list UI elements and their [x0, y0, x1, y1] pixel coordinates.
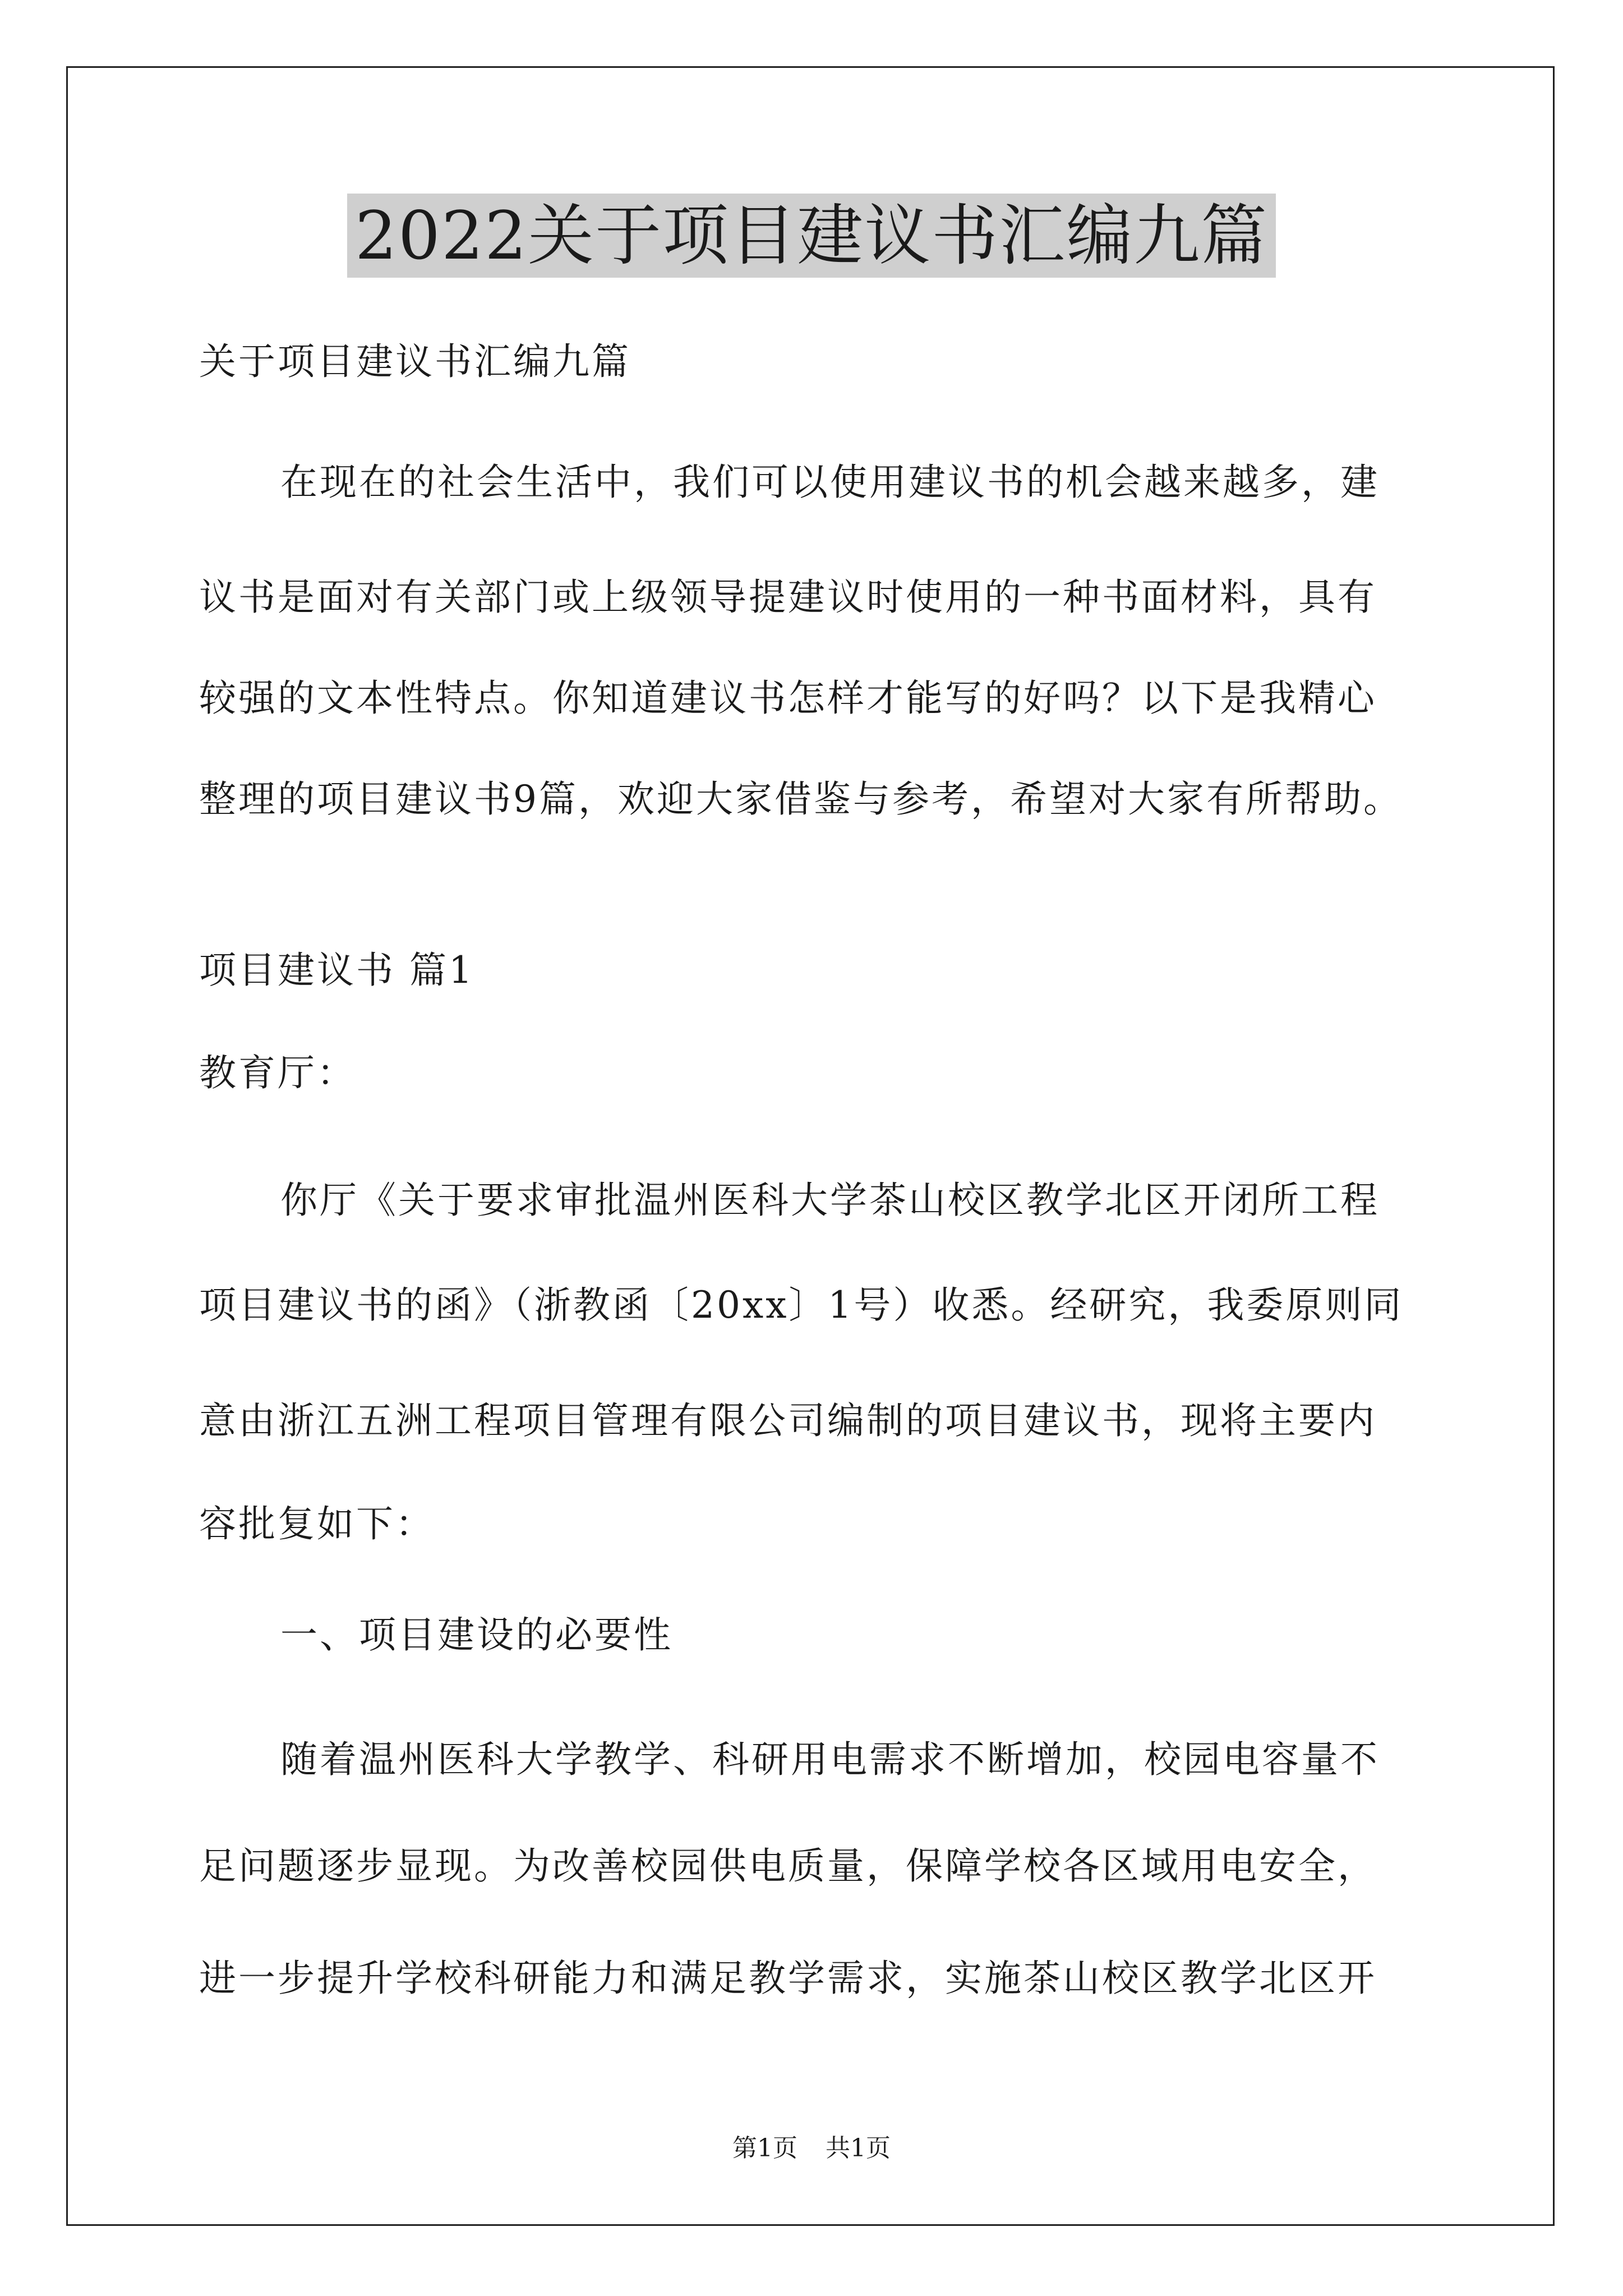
page-number: 第1页 [732, 2134, 797, 2162]
title-container [0, 194, 1623, 278]
body-line-6: 足问题逐步显现。为改善校园供电质量，保障学校各区域用电安全， [199, 1844, 1377, 1888]
body-line-3: 意由浙江五洲工程项目管理有限公司编制的项目建议书，现将主要内 [199, 1399, 1377, 1442]
page-footer [0, 2132, 1623, 2165]
page-border [66, 66, 1555, 2226]
page-total: 共1页 [826, 2134, 891, 2162]
subheading-necessity: 一、项目建设的必要性 [280, 1613, 673, 1657]
body-line-7: 进一步提升学校科研能力和满足教学需求，实施茶山校区教学北区开 [199, 1957, 1377, 2000]
body-line-5: 随着温州医科大学教学、科研用电需求不断增加，校园电容量不 [280, 1738, 1380, 1781]
body-line-4: 容批复如下： [199, 1502, 435, 1545]
intro-line-4: 整理的项目建议书9篇，欢迎大家借鉴与参考，希望对大家有所帮助。 [199, 777, 1403, 821]
subtitle-line: 关于项目建议书汇编九篇 [199, 340, 631, 383]
intro-line-3: 较强的文本性特点。你知道建议书怎样才能写的好吗？以下是我精心 [199, 677, 1377, 720]
document-title: 2022关于项目建议书汇编九篇 [347, 194, 1276, 278]
body-line-2: 项目建议书的函》（浙教函〔20xx〕1号）收悉。经研究，我委原则同 [199, 1283, 1404, 1327]
section-heading: 项目建议书 篇1 [199, 949, 474, 992]
intro-line-1: 在现在的社会生活中，我们可以使用建议书的机会越来越多，建 [280, 461, 1380, 504]
body-line-1: 你厅《关于要求审批温州医科大学茶山校区教学北区开闭所工程 [280, 1179, 1380, 1222]
addressee-line: 教育厅： [199, 1051, 356, 1094]
intro-line-2: 议书是面对有关部门或上级领导提建议时使用的一种书面材料，具有 [199, 576, 1377, 619]
